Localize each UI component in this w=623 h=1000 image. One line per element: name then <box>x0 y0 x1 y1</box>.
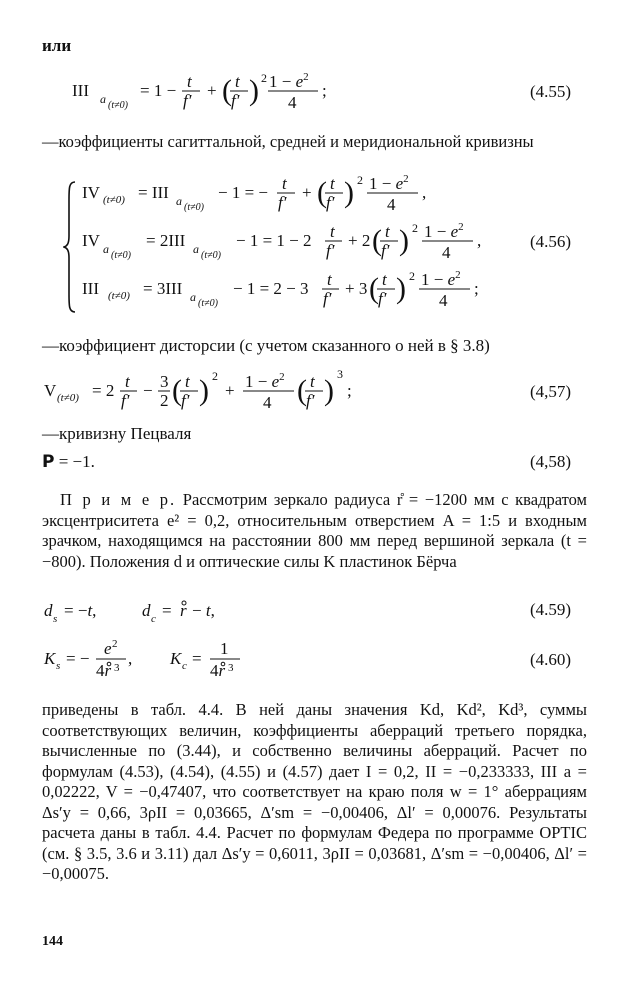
svg-text:): ) <box>249 74 259 107</box>
svg-text:s: s <box>53 613 58 625</box>
svg-text:t: t <box>327 270 332 289</box>
formula-4-55-render <box>72 70 522 120</box>
svg-text:t: t <box>385 222 390 241</box>
petzval-symbol: P <box>42 452 55 472</box>
page-number: 144 <box>42 934 63 949</box>
svg-text:III: III <box>72 81 89 100</box>
svg-text:s: s <box>56 660 61 672</box>
svg-text:t: t <box>282 174 287 193</box>
formula-4-60-render <box>42 634 362 684</box>
svg-text:(t≠0): (t≠0) <box>108 290 130 302</box>
svg-text:− 1 = −: − 1 = − <box>218 183 269 202</box>
formula-4-56-line-2 <box>80 220 530 270</box>
svg-text:t: t <box>185 372 190 391</box>
eq-number-4-59: (4.59) <box>530 600 572 619</box>
svg-text:1 − e2: $1 - e^2$ <box>424 221 464 241</box>
svg-text:;: ; <box>474 279 479 298</box>
svg-text:4: 4 <box>439 291 448 310</box>
svg-text:(: ( <box>297 374 307 407</box>
brace-shape <box>63 180 77 314</box>
svg-text:= III: = III <box>138 183 169 202</box>
svg-text:r: r <box>180 601 187 620</box>
svg-text:(t≠0): (t≠0) <box>111 250 131 261</box>
svg-text:e: e <box>104 639 112 658</box>
formula-4-60 <box>42 634 362 684</box>
svg-text:a: a <box>193 242 199 256</box>
svg-text:+ 3: + 3 <box>345 279 368 298</box>
eq-number-4-58: (4,58) <box>530 452 572 471</box>
svg-text:3: 3 <box>114 662 120 674</box>
svg-text:=: = <box>162 601 172 620</box>
svg-text:(: ( <box>369 272 379 305</box>
svg-text:(: ( <box>172 374 182 407</box>
formula-4-56-line-1 <box>80 172 530 222</box>
svg-text:f′: f′ <box>121 391 130 410</box>
svg-text:a: a <box>176 194 182 208</box>
svg-text:,: , <box>128 649 133 668</box>
svg-text:4r: 4r <box>96 661 112 680</box>
svg-text:(: ( <box>222 74 232 107</box>
eq-number-4-55: (4.55) <box>530 82 572 101</box>
svg-text:): ) <box>199 374 209 407</box>
formula-4-55 <box>72 70 522 120</box>
svg-text:f′: f′ <box>278 193 287 212</box>
system-brace <box>63 180 77 314</box>
svg-text:− t,: − t, <box>192 601 215 620</box>
svg-text:3: 3 <box>228 662 234 674</box>
svg-text:f′: f′ <box>181 391 190 410</box>
formula-4-56-line-2-render <box>80 220 530 270</box>
svg-text:4: 4 <box>288 93 297 112</box>
formula-4-58: P = −1. <box>42 452 95 472</box>
formula-4-56-line-3-render <box>80 268 530 318</box>
svg-text:2: 2 <box>409 269 415 283</box>
svg-text:2: 2 <box>412 221 418 235</box>
svg-text:1: 1 <box>220 639 229 658</box>
svg-text:(: ( <box>317 176 327 209</box>
svg-text:+ 2: + 2 <box>348 231 371 250</box>
svg-text:= −t,: = −t, <box>64 601 97 620</box>
svg-text:t: t <box>125 372 130 391</box>
svg-text:(t≠0): (t≠0) <box>57 392 79 404</box>
svg-text:f′: f′ <box>378 289 387 308</box>
svg-text:+: + <box>302 183 312 202</box>
svg-text:f′: f′ <box>326 193 335 212</box>
svg-text:a: a <box>103 242 109 256</box>
svg-text:=: = <box>192 649 202 668</box>
svg-text:2: 2 <box>357 173 363 187</box>
svg-text:(t≠0): (t≠0) <box>184 202 204 213</box>
svg-text:t: t <box>235 72 240 91</box>
svg-text:− 1 = 2 − 3: − 1 = 2 − 3 <box>233 279 309 298</box>
svg-text:K: K <box>170 649 182 668</box>
svg-text:f′: f′ <box>323 289 332 308</box>
svg-text:3: 3 <box>337 367 343 381</box>
eq-number-4-57: (4,57) <box>530 382 572 401</box>
svg-text:f′: f′ <box>326 241 335 260</box>
svg-text:(t≠0): (t≠0) <box>201 250 221 261</box>
svg-text:t: t <box>330 174 335 193</box>
svg-text:1 − e2: $1 - e^2$ <box>369 173 409 193</box>
paragraph-example <box>42 490 587 572</box>
svg-text:4: 4 <box>442 243 451 262</box>
svg-text:= 2: = 2 <box>92 381 115 400</box>
svg-text:d: d <box>142 601 151 620</box>
formula-4-59 <box>42 598 362 628</box>
svg-text:t: t <box>382 270 387 289</box>
svg-text:1 − e2: $1 - e^2$ <box>269 71 309 91</box>
svg-text:t: t <box>330 222 335 241</box>
svg-text:1 − e2: $1 - e^2$ <box>421 269 461 289</box>
eq-number-4-60: (4.60) <box>530 650 572 669</box>
formula-4-59-render <box>42 598 362 628</box>
svg-text:+: + <box>207 81 217 100</box>
svg-text:): ) <box>396 272 406 305</box>
formula-4-57-render <box>42 364 522 420</box>
svg-text:(t≠0): (t≠0) <box>103 194 125 206</box>
svg-text:c: c <box>151 613 156 625</box>
svg-text:d: d <box>44 601 53 620</box>
svg-text:4: 4 <box>263 393 272 412</box>
svg-text:f′: f′ <box>306 391 315 410</box>
formula-4-57 <box>42 364 522 420</box>
svg-text:f′: f′ <box>381 241 390 260</box>
eq-number-4-56: (4.56) <box>530 232 572 251</box>
svg-text:= 3III: = 3III <box>143 279 183 298</box>
example-label: П р и м е р. <box>60 490 177 509</box>
svg-text:2: 2 <box>212 369 218 383</box>
svg-text:V: V <box>44 381 57 400</box>
example-text: Рассмотрим зеркало радиуса r̊ = −1200 мм с квадратом эксцентриситета e² = 0,2, относительным отверстием A = 1:5 и входным зрачком, находящимся на расстоянии 800 мм перед вершиной зеркала (t = −800). Положения d и оптические силы K пластинок Бёрча <box>42 490 587 571</box>
svg-text:+: + <box>225 381 235 400</box>
svg-text:,: , <box>422 183 427 202</box>
formula-4-56-line-3 <box>80 268 530 318</box>
svg-text:1 − e2: $1 - e^2$ <box>245 371 285 391</box>
svg-text:3: 3 <box>160 372 169 391</box>
svg-text:a: a <box>100 92 106 106</box>
svg-text:= 1 −: = 1 − <box>140 81 177 100</box>
svg-text:− 1 = 1 − 2: − 1 = 1 − 2 <box>236 231 312 250</box>
paragraph-petzval: —кривизну Пецваля <box>42 424 192 443</box>
svg-text:,: , <box>477 231 482 250</box>
svg-text:): ) <box>344 176 354 209</box>
svg-text:t: t <box>187 72 192 91</box>
svg-text:III: III <box>82 279 99 298</box>
svg-text:f′: f′ <box>231 91 240 110</box>
word-ili: или <box>42 36 72 55</box>
svg-text:K: K <box>44 649 56 668</box>
svg-text:= 2III: = 2III <box>146 231 186 250</box>
svg-text:a: a <box>190 290 196 304</box>
svg-text:2: 2 <box>160 391 169 410</box>
svg-text:;: ; <box>322 81 327 100</box>
svg-text:IV: IV <box>82 231 100 250</box>
paragraph-results: приведены в табл. 4.4. В ней даны значения Kd, Kd², Kd³, суммы соответствующих величин, коэффициенты аберраций третьего порядка, вычисленные по (3.44), и собственно величины аберраций. Расчет по формулам (4.53), (4.54), (4.55) и (4.57) дает I = 0,2, II = −0,233333, III a = 0,02222, V = −0,47407, что соответствует на краю поля w = 1° аберрациям Δs′y = 0,66, 3ρII = 0,03665, Δ′sm = −0,00406, Δl′ = 0,00076. Результаты расчета даны в табл. 4.4. Расчет по формулам Федера по программе OPTIC (см. § 3.5, 3.6 и 3.11) дал Δs′y = 0,6011, 3ρII = 0,03681, Δ′sm = −0,00406, Δl′ = −0,00075. <box>42 700 587 883</box>
svg-text:(t≠0): (t≠0) <box>198 298 218 309</box>
paragraph-distortion-coefficient: —коэффициент дисторсии (с учетом сказанного о ней в § 3.8) <box>42 336 490 355</box>
svg-text:2: 2 <box>112 638 118 650</box>
svg-text:4: 4 <box>387 195 396 214</box>
svg-text:IV: IV <box>82 183 100 202</box>
svg-text:): ) <box>324 374 334 407</box>
svg-text:;: ; <box>347 381 352 400</box>
svg-text:): ) <box>399 224 409 257</box>
svg-text:(: ( <box>372 224 382 257</box>
svg-text:= −: = − <box>66 649 90 668</box>
svg-text:2: 2 <box>261 71 267 85</box>
paragraph-curvature-coefficients: —коэффициенты сагиттальной, средней и меридиональной кривизны <box>42 132 534 151</box>
formula-4-56-line-1-render <box>80 172 530 222</box>
svg-text:t: t <box>310 372 315 391</box>
svg-text:−: − <box>143 381 153 400</box>
svg-text:(t≠0): (t≠0) <box>108 100 128 111</box>
svg-text:4r: 4r <box>210 661 226 680</box>
svg-text:f′: f′ <box>183 91 192 110</box>
svg-text:c: c <box>182 660 187 672</box>
